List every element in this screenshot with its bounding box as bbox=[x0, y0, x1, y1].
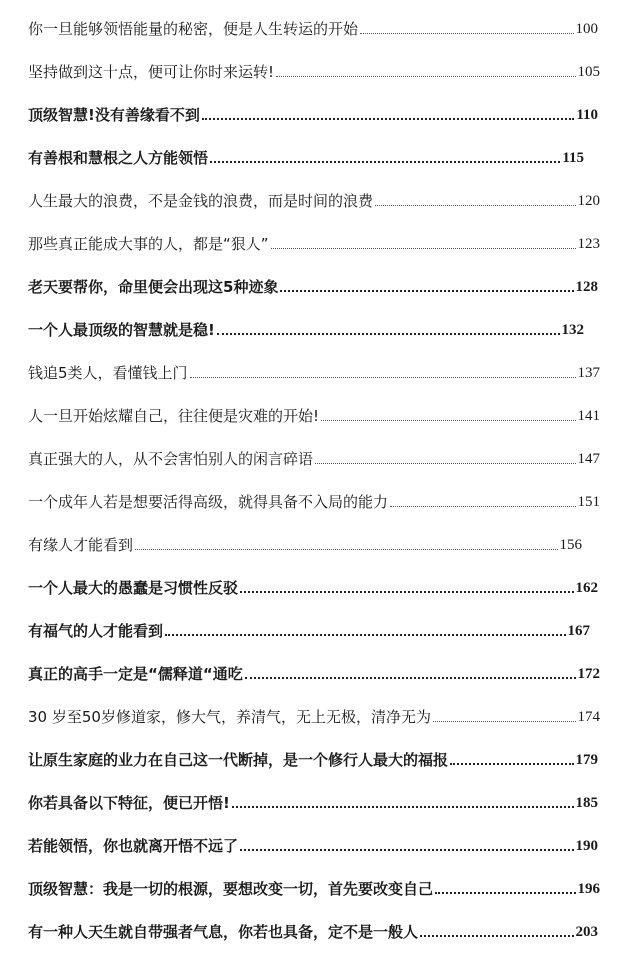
entry-page-number: 128 bbox=[575, 279, 598, 295]
toc-entry bbox=[28, 784, 598, 812]
toc-entry bbox=[28, 139, 584, 167]
entry-title: 顶级智慧!没有善缘看不到 bbox=[28, 106, 200, 124]
dot-leader bbox=[190, 377, 576, 378]
dot-leader bbox=[315, 463, 575, 464]
entry-title: 老天要帮你，命里便会出现这5种迹象 bbox=[28, 278, 279, 296]
dot-leader bbox=[165, 634, 565, 636]
toc-entry bbox=[28, 526, 582, 554]
toc-entry bbox=[28, 827, 598, 855]
entry-title: 你若具备以下特征，便已开悟! bbox=[28, 794, 230, 812]
entry-title: 坚持做到这十点，便可让你时来运转! bbox=[28, 63, 275, 81]
toc-entry bbox=[28, 354, 600, 382]
toc-entry bbox=[28, 741, 598, 769]
dot-leader bbox=[135, 549, 557, 550]
toc-entry bbox=[28, 569, 598, 597]
toc-entry bbox=[28, 612, 590, 640]
entry-title: 有福气的人才能看到 bbox=[28, 622, 164, 640]
toc-entry bbox=[28, 225, 600, 253]
entry-page-number: 172 bbox=[577, 666, 600, 682]
entry-title: 一个成年人若是想要活得高级，就得具备不入局的能力 bbox=[28, 493, 389, 511]
entry-page-number: 174 bbox=[577, 709, 600, 725]
entry-title: 有善根和慧根之人方能领悟 bbox=[28, 149, 209, 167]
toc-entry bbox=[28, 10, 598, 38]
dot-leader bbox=[375, 205, 575, 206]
toc-entry bbox=[28, 655, 600, 683]
entry-page-number: 105 bbox=[577, 64, 600, 80]
entry-title: 钱追5类人，看懂钱上门 bbox=[28, 364, 188, 382]
entry-page-number: 167 bbox=[567, 623, 590, 639]
entry-title: 那些真正能成大事的人，都是“狠人” bbox=[28, 235, 269, 253]
dot-leader bbox=[321, 420, 575, 421]
toc-entry bbox=[28, 397, 600, 425]
entry-page-number: 203 bbox=[575, 924, 598, 940]
entry-title: 顶级智慧：我是一切的根源，要想改变一切，首先要改变自己 bbox=[28, 880, 434, 898]
dot-leader bbox=[232, 806, 574, 808]
entry-page-number: 137 bbox=[577, 365, 600, 381]
dot-leader bbox=[271, 248, 576, 249]
entry-title: 一个人最顶级的智慧就是稳! bbox=[28, 321, 215, 339]
entry-title: 人一旦开始炫耀自己，往往便是灾难的开始! bbox=[28, 407, 320, 425]
toc-entry bbox=[28, 870, 600, 898]
entry-page-number: 132 bbox=[561, 322, 584, 338]
toc-entry bbox=[28, 698, 600, 726]
entry-page-number: 110 bbox=[576, 107, 598, 123]
dot-leader bbox=[433, 721, 576, 722]
entry-title: 30 岁至50岁修道家，修大气，养清气，无上无极，清净无为 bbox=[28, 708, 431, 726]
entry-title: 你一旦能够领悟能量的秘密，便是人生转运的开始 bbox=[28, 20, 359, 38]
entry-page-number: 120 bbox=[577, 193, 600, 209]
entry-title: 真正的高手一定是“儒释道“通吃 bbox=[28, 665, 243, 683]
entry-page-number: 141 bbox=[577, 408, 600, 424]
entry-page-number: 156 bbox=[559, 537, 582, 553]
entry-page-number: 179 bbox=[575, 752, 598, 768]
entry-title: 人生最大的浪费，不是金钱的浪费，而是时间的浪费 bbox=[28, 192, 374, 210]
toc-entry bbox=[28, 311, 584, 339]
dot-leader bbox=[217, 333, 560, 335]
toc-entry bbox=[28, 268, 598, 296]
dot-leader bbox=[450, 763, 573, 765]
toc-entry bbox=[28, 182, 600, 210]
entry-title: 有一种人天生就自带强者气息，你若也具备，定不是一般人 bbox=[28, 923, 419, 941]
dot-leader bbox=[280, 290, 573, 292]
entry-page-number: 151 bbox=[577, 494, 600, 510]
entry-title: 有缘人才能看到 bbox=[28, 536, 134, 554]
entry-title: 若能领悟，你也就离开悟不远了 bbox=[28, 837, 239, 855]
entry-title: 一个人最大的愚蠢是习惯性反驳 bbox=[28, 579, 239, 597]
toc-entry bbox=[28, 483, 600, 511]
dot-leader bbox=[240, 591, 573, 593]
dot-leader bbox=[276, 76, 575, 77]
entry-page-number: 162 bbox=[575, 580, 598, 596]
entry-page-number: 196 bbox=[577, 881, 600, 897]
dot-leader bbox=[202, 118, 574, 120]
entry-page-number: 115 bbox=[562, 150, 584, 166]
toc-entry bbox=[28, 96, 598, 124]
dot-leader bbox=[240, 849, 573, 851]
entry-page-number: 190 bbox=[575, 838, 598, 854]
entry-title: 让原生家庭的业力在自己这一代断掉，是一个修行人最大的福报 bbox=[28, 751, 449, 769]
dot-leader bbox=[390, 506, 575, 507]
entry-title: 真正强大的人，从不会害怕别人的闲言碎语 bbox=[28, 450, 314, 468]
toc-entry bbox=[28, 440, 600, 468]
dot-leader bbox=[420, 935, 573, 937]
entry-page-number: 123 bbox=[577, 236, 600, 252]
entry-page-number: 147 bbox=[577, 451, 600, 467]
dot-leader bbox=[360, 33, 573, 34]
dot-leader bbox=[245, 677, 576, 679]
entry-page-number: 100 bbox=[575, 21, 598, 37]
entry-page-number: 185 bbox=[575, 795, 598, 811]
toc-entry bbox=[28, 913, 598, 941]
dot-leader bbox=[210, 161, 560, 163]
toc-entry bbox=[28, 53, 600, 81]
dot-leader bbox=[435, 892, 575, 894]
